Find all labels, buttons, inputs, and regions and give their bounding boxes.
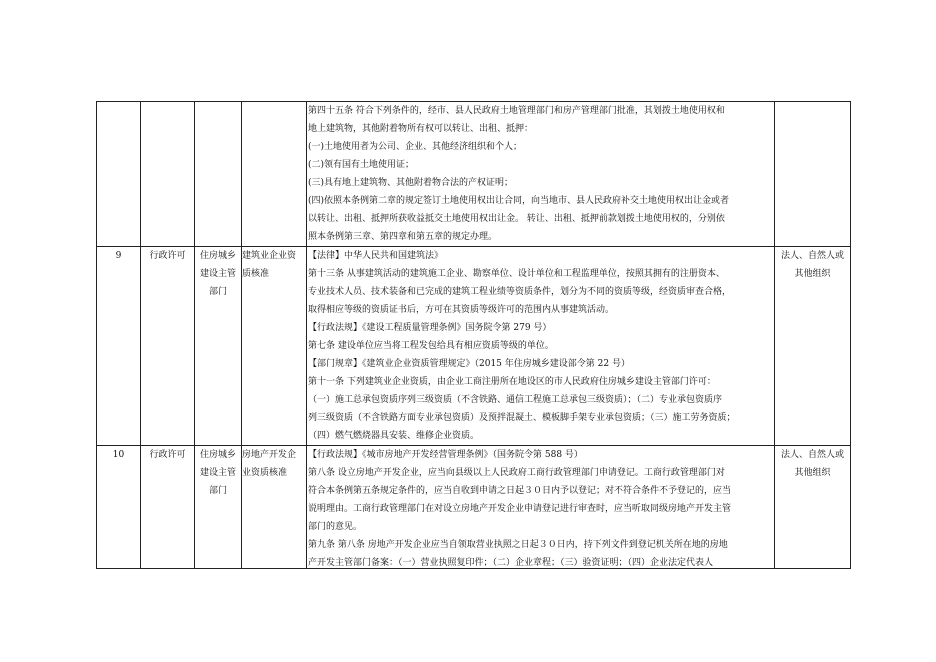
basis-line: 【行政法规】《建设工程质量管理条例》国务院令第 279 号） <box>308 323 552 333</box>
department-line: 建设主管 <box>199 269 236 279</box>
permit-table <box>96 101 851 569</box>
basis-line: 第四十五条 符合下列条件的，经市、县人民政府土地管理部门和房产管理部门批准，其划拨土地使用权和 <box>308 106 725 116</box>
legal-basis-cell <box>307 102 775 247</box>
basis-line: 第九条 第八条 房地产开发企业应当自领取营业执照之日起３０日内，持下列文件到登记机关所在地的房地 <box>308 540 728 550</box>
table-row <box>97 102 851 247</box>
basis-line: （四）燃气燃烧器具安装、维修企业资质。 <box>308 431 480 441</box>
basis-line: 【部门规章】《建筑业企业资质管理规定》（2015 年住房城乡建设部令第 22 号） <box>308 359 630 369</box>
basis-line: 【行政法规】《城市房地产开发经营管理条例》（国务院令第 588 号） <box>308 450 583 460</box>
department-line: 部门 <box>208 486 227 496</box>
basis-line: 【法律】中华人民共和国建筑法》 <box>308 251 444 261</box>
subject-cell <box>775 102 851 247</box>
basis-line: 专业技术人员、技术装备和已完成的建筑工程业绩等资质条件，划分为不同的资质等级，经资质审查合格， <box>308 287 732 297</box>
basis-line: 第十一条 下列建筑业企业资质，由企业工商注册所在地设区的市人民政府住房城乡建设主管部门许可： <box>308 377 716 387</box>
legal-basis-cell <box>307 247 775 446</box>
basis-line: 第十三条 从事建筑活动的建筑施工企业、勘察单位、设计单位和工程监理单位，按照其拥有的注册资本、 <box>308 269 725 279</box>
item-line: 建筑业企业资 <box>242 251 297 261</box>
row-number: 10 <box>112 450 125 460</box>
row-number-cell <box>97 247 141 446</box>
permit-type: 行政许可 <box>149 450 186 460</box>
basis-line: 照本条例第三章、第四章和第五章的规定办理。 <box>308 232 498 242</box>
basis-line: 第八条 设立房地产开发企业，应当向县级以上人民政府工商行政管理部门申请登记。工商行政管理部门对 <box>308 468 725 478</box>
item-cell <box>242 446 307 569</box>
subject-line: 法人、自然人或 <box>780 450 844 460</box>
row-number-cell <box>97 102 141 247</box>
department-cell <box>195 446 242 569</box>
basis-line: 说明理由。工商行政管理部门在对设立房地产开发企业申请登记进行审查时，应当听取同级房地产开发主管 <box>308 504 732 514</box>
row-number: 9 <box>115 251 122 261</box>
permit-type-cell <box>141 446 195 569</box>
department-cell <box>195 102 242 247</box>
basis-line: 第七条 建设单位应当将工程发包给具有相应资质等级的单位。 <box>308 341 554 351</box>
item-cell <box>242 247 307 446</box>
basis-line: 以转让、出租、抵押所获收益抵交土地使用权出让金。 转让、出租、抵押前款划拨土地使用权的，分别依 <box>308 214 725 224</box>
table-row <box>97 247 851 446</box>
row-number-cell <box>97 446 141 569</box>
basis-line: (三)具有地上建筑物、其他附着物合法的产权证明； <box>308 178 514 188</box>
basis-line: 产开发主管部门备案：（一）营业执照复印件；（二）企业章程；（三）验资证明；（四）企业法定代表人 <box>308 558 714 566</box>
item-cell <box>242 102 307 247</box>
department-cell <box>195 247 242 446</box>
item-line: 房地产开发企 <box>242 450 297 460</box>
subject-cell <box>775 446 851 569</box>
basis-line: (一)土地使用者为公司、企业、其他经济组织和个人； <box>308 142 523 152</box>
subject-cell <box>775 247 851 446</box>
permit-type-cell <box>141 247 195 446</box>
department-line: 建设主管 <box>199 468 236 478</box>
basis-line: 取得相应等级的资质证书后，方可在其资质等级许可的范围内从事建筑活动。 <box>308 305 615 315</box>
item-line: 业资质核准 <box>242 468 288 478</box>
basis-line: 部门的意见。 <box>308 522 363 532</box>
department-line: 住房城乡 <box>199 251 236 261</box>
table-row <box>97 446 851 569</box>
basis-line: 地上建筑物，其他附着物所有权可以转让、出租、抵押： <box>308 124 534 134</box>
subject-line: 其他组织 <box>794 269 831 279</box>
subject-line: 法人、自然人或 <box>780 251 844 261</box>
basis-line: (四)依照本条例第二章的规定签订土地使用权出让合同，向当地市、县人民政府补交土地使用权出让金或者 <box>308 196 730 206</box>
basis-line: 列三级资质（不含铁路方面专业承包资质）及预拌混凝土、模板脚手架专业承包资质；（三）施工劳务资质； <box>308 413 736 423</box>
subject-line: 其他组织 <box>794 468 831 478</box>
permit-type: 行政许可 <box>149 251 186 261</box>
basis-line: （一）施工总承包资质序列三级资质（不含铁路、通信工程施工总承包三级资质）；（二）专业承包资质序 <box>308 395 723 405</box>
basis-line: (二)领有国有土地使用证； <box>308 160 415 170</box>
department-line: 住房城乡 <box>199 450 236 460</box>
permit-type-cell <box>141 102 195 247</box>
department-line: 部门 <box>208 287 227 297</box>
item-line: 质核准 <box>242 269 270 279</box>
basis-line: 符合本条例第五条规定条件的，应当自收到申请之日起３０日内予以登记；对不符合条件不予登记的，应当 <box>308 486 732 496</box>
legal-basis-cell <box>307 446 775 569</box>
